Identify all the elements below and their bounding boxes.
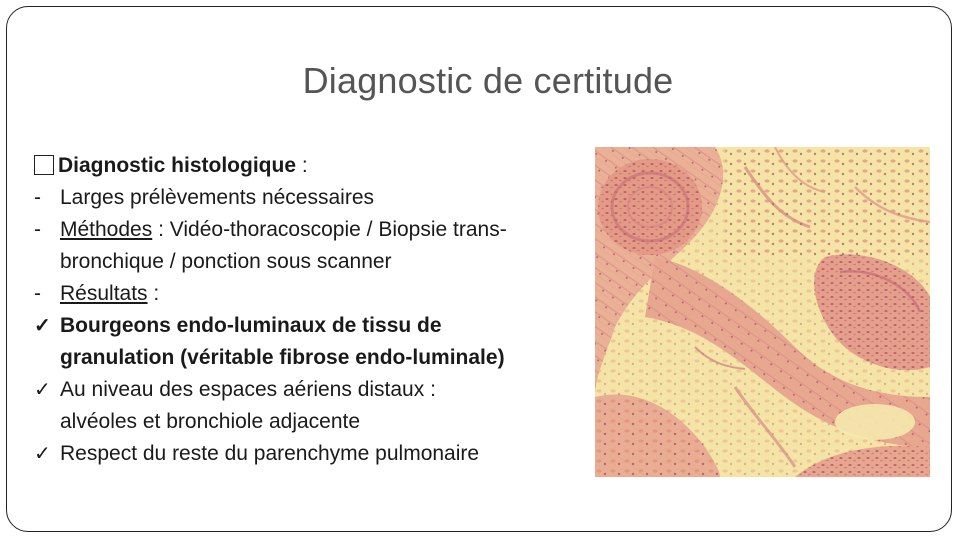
- dash-bullet: -: [34, 282, 41, 305]
- heading-rest: :: [296, 154, 308, 177]
- check-item-continuation: granulation (véritable fibrose endo-luminale): [60, 346, 505, 369]
- checkmark-icon: ✓: [34, 315, 51, 337]
- list-item: [34, 278, 594, 310]
- dash-bullet: -: [34, 218, 41, 241]
- item-underlined: Méthodes: [60, 218, 153, 241]
- heading-bold: Diagnostic histologique: [58, 154, 297, 177]
- check-text: Bourgeons endo-luminaux de tissu de: [60, 314, 442, 337]
- heading-line: [34, 150, 594, 182]
- check-text: Respect du reste du parenchyme pulmonaire: [60, 442, 480, 465]
- check-item: [34, 374, 594, 406]
- list-item-continuation: bronchique / ponction sous scanner: [60, 250, 392, 273]
- histology-image: [595, 147, 930, 477]
- check-item: [34, 438, 594, 470]
- check-item-continuation: alvéoles et bronchiole adjacente: [60, 410, 361, 433]
- checkmark-icon: ✓: [34, 443, 51, 465]
- list-item: [34, 214, 594, 246]
- checkmark-icon: ✓: [34, 379, 51, 401]
- list-item: [34, 182, 594, 214]
- square-bullet-icon: [34, 155, 54, 175]
- slide-title: Diagnostic de certitude: [302, 60, 674, 101]
- item-text: :: [147, 282, 160, 305]
- item-underlined: Résultats: [60, 282, 148, 305]
- check-item: [34, 310, 594, 342]
- slide-content: [34, 150, 594, 470]
- item-text: Larges prélèvements nécessaires: [60, 186, 374, 209]
- item-text: : Vidéo-thoracoscopie / Biopsie trans-: [152, 218, 507, 241]
- dash-bullet: -: [34, 186, 41, 209]
- check-text: Au niveau des espaces aériens distaux :: [60, 378, 436, 401]
